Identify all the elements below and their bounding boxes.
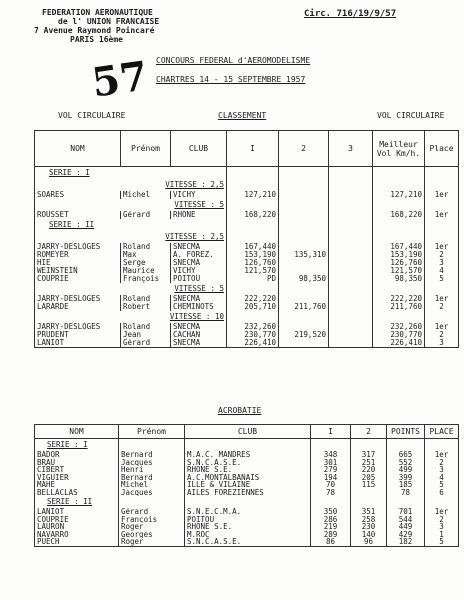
- cell-points: 552: [387, 459, 425, 467]
- cell-prenom: Bernard: [119, 474, 185, 482]
- cell-nom: BELLACLAS: [35, 489, 119, 497]
- cell-club: POITOU: [171, 275, 227, 283]
- cell-club: SNECMA: [171, 323, 227, 331]
- table-row: [35, 523, 459, 531]
- table-row: [35, 489, 459, 497]
- cell-prenom: Georges: [119, 531, 185, 539]
- cell-prenom: François: [119, 516, 185, 524]
- speed-class-heading: VITESSE : 10: [35, 311, 227, 323]
- cell-nom: NAVARRO: [35, 531, 119, 539]
- cell-best: 226,410: [373, 339, 425, 348]
- series-heading: SERIE : II: [35, 496, 119, 508]
- cell-club: SNECMA: [171, 295, 227, 303]
- cell-prenom: Henri: [119, 466, 185, 474]
- cell-flight1: 168,220: [227, 211, 279, 219]
- column-header: PLACE: [425, 425, 459, 439]
- cell-place: 1er: [425, 508, 459, 516]
- series-heading-row: [35, 496, 459, 508]
- cell-flight2: 258: [351, 516, 387, 524]
- cell-points: 182: [387, 538, 425, 546]
- cell-best: 98,350: [373, 275, 425, 283]
- cell-prenom: Roger: [119, 523, 185, 531]
- cell-nom: JARRY-DESLOGES: [35, 295, 121, 303]
- series-heading-row: [35, 219, 459, 231]
- cell-best: 153,190: [373, 251, 425, 259]
- cell-best: 167,440: [373, 243, 425, 251]
- cell-nom: JARRY-DESLOGES: [35, 323, 121, 331]
- cell-place: 1er: [425, 243, 459, 251]
- cell-points: 78: [387, 489, 425, 497]
- cell-prenom: Michel: [119, 481, 185, 489]
- cell-prenom: Gérard: [119, 508, 185, 516]
- table-row: [35, 243, 459, 251]
- speed-heading-row: [35, 283, 459, 295]
- speed-heading-row: [35, 231, 459, 243]
- series-heading-row: [35, 167, 459, 180]
- cell-club: S.N.C.A.S.E.: [185, 538, 311, 546]
- cell-best: 168,220: [373, 211, 425, 219]
- cell-nom: CIBERT: [35, 466, 119, 474]
- table-row: [35, 474, 459, 482]
- cell-place: 1er: [425, 451, 459, 459]
- speed-heading-row: [35, 179, 459, 191]
- cell-place: 1er: [425, 295, 459, 303]
- cell-flight1: 226,410: [227, 339, 279, 348]
- cell-place: 3: [425, 339, 459, 348]
- cell-club: VICHY: [171, 191, 227, 199]
- cell-flight1: 286: [311, 516, 351, 524]
- cell-flight1: 348: [311, 451, 351, 459]
- cell-flight1: 86: [311, 538, 351, 546]
- column-header: Prénom: [121, 131, 171, 167]
- cell-flight2: [279, 259, 329, 267]
- cell-nom: ROMEYER: [35, 251, 121, 259]
- cell-flight1: 222,220: [227, 295, 279, 303]
- cell-place: 1: [425, 531, 459, 539]
- cell-nom: SOARES: [35, 191, 121, 199]
- column-header: POINTS: [387, 425, 425, 439]
- cell-club: AILES FOREZIENNES: [185, 489, 311, 497]
- cell-club: SNECMA: [171, 339, 227, 348]
- cell-flight3: [329, 339, 373, 348]
- speed-class-heading: VITESSE : 5: [35, 283, 227, 295]
- cell-flight1: 219: [311, 523, 351, 531]
- cell-prenom: Gérard: [121, 339, 171, 348]
- cell-points: 449: [387, 523, 425, 531]
- cell-flight3: [329, 267, 373, 275]
- table-row: [35, 267, 459, 275]
- cell-nom: BADOR: [35, 451, 119, 459]
- cell-flight2: [279, 243, 329, 251]
- cell-place: 1er: [425, 323, 459, 331]
- cell-points: 399: [387, 474, 425, 482]
- cell-flight1: 301: [311, 459, 351, 467]
- handwritten-number: 57: [89, 52, 151, 107]
- cell-club: RHONE S.E.: [185, 466, 311, 474]
- cell-club: M.A.C. MANDRES: [185, 451, 311, 459]
- cell-nom: MAHE: [35, 481, 119, 489]
- table-row: [35, 323, 459, 331]
- cell-flight3: [329, 295, 373, 303]
- cell-flight1: 232,260: [227, 323, 279, 331]
- series-heading: SERIE : I: [35, 167, 227, 180]
- cell-club: CHEMINOTS: [171, 303, 227, 311]
- cell-flight1: 121,570: [227, 267, 279, 275]
- cell-best: 230,770: [373, 331, 425, 339]
- circular-reference: Circ. 716/19/9/57: [304, 9, 397, 19]
- cell-flight2: 219,520: [279, 331, 329, 339]
- cell-prenom: Roland: [121, 295, 171, 303]
- table-row: [35, 531, 459, 539]
- cell-nom: ROUSSET: [35, 211, 121, 219]
- cell-flight1: 78: [311, 489, 351, 497]
- cell-flight1: 126,760: [227, 259, 279, 267]
- cell-nom: LARARDE: [35, 303, 121, 311]
- cell-points: 665: [387, 451, 425, 459]
- cell-nom: WEINSTEIN: [35, 267, 121, 275]
- aerobatics-title: ACROBATIE: [218, 406, 262, 415]
- cell-flight1: 289: [311, 531, 351, 539]
- cell-prenom: Jacques: [119, 489, 185, 497]
- cell-club: S.N.E.C.M.A.: [185, 508, 311, 516]
- cell-best: 121,570: [373, 267, 425, 275]
- series-heading: SERIE : I: [35, 439, 119, 452]
- cell-flight1: 279: [311, 466, 351, 474]
- cell-flight2: [351, 489, 387, 497]
- cell-flight1: 194: [311, 474, 351, 482]
- cell-nom: LANIOT: [35, 508, 119, 516]
- cell-club: VICHY: [171, 267, 227, 275]
- cell-flight1: 230,770: [227, 331, 279, 339]
- cell-flight2: 211,760: [279, 303, 329, 311]
- cell-flight1: 167,440: [227, 243, 279, 251]
- cell-club: S.N.C.A.S.E.: [185, 459, 311, 467]
- speed-class-heading: VITESSE : 5: [35, 199, 227, 211]
- cell-flight2: 115: [351, 481, 387, 489]
- column-header: I: [311, 425, 351, 439]
- column-header: 2: [351, 425, 387, 439]
- cell-place: 3: [425, 259, 459, 267]
- org-address: 7 Avenue Raymond Poincaré: [34, 26, 155, 35]
- org-name-line2: de l' UNION FRANCAISE: [58, 17, 160, 26]
- cell-prenom: Robert: [121, 303, 171, 311]
- cell-flight2: 251: [351, 459, 387, 467]
- cell-prenom: Gérard: [121, 211, 171, 219]
- cell-points: 499: [387, 466, 425, 474]
- cell-place: 1er: [425, 191, 459, 199]
- cell-place: 5: [425, 481, 459, 489]
- cell-place: 2: [425, 251, 459, 259]
- cell-prenom: Jean: [121, 331, 171, 339]
- cell-flight2: 230: [351, 523, 387, 531]
- cell-nom: COUPRIE: [35, 516, 119, 524]
- cell-club: ILLE & VILAINE: [185, 481, 311, 489]
- cell-nom: PRUDENT: [35, 331, 121, 339]
- table-row: [35, 191, 459, 199]
- cell-flight1: 70: [311, 481, 351, 489]
- cell-prenom: Roland: [121, 243, 171, 251]
- column-header: NOM: [35, 425, 119, 439]
- cell-place: 4: [425, 474, 459, 482]
- table-row: [35, 481, 459, 489]
- cell-best: 127,210: [373, 191, 425, 199]
- cell-flight2: [279, 323, 329, 331]
- cell-best: 222,220: [373, 295, 425, 303]
- cell-best: 232,260: [373, 323, 425, 331]
- cell-club: CACHAN: [171, 331, 227, 339]
- series-heading: SERIE : II: [35, 219, 227, 231]
- column-header: NOM: [35, 131, 121, 167]
- cell-nom: VIGUIER: [35, 474, 119, 482]
- org-city: PARIS 16ème: [70, 35, 123, 44]
- speed-class-heading: VITESSE : 2,5: [35, 231, 227, 243]
- cell-prenom: Michel: [121, 191, 171, 199]
- cell-flight1: 153,190: [227, 251, 279, 259]
- cell-flight2: [279, 295, 329, 303]
- table-row: [35, 339, 459, 348]
- column-header: Prénom: [119, 425, 185, 439]
- column-header: Place: [425, 131, 459, 167]
- cell-flight2: 135,310: [279, 251, 329, 259]
- event-title: CONCOURS FEDERAL d'AEROMODELISME: [156, 56, 311, 65]
- cell-flight2: 98,350: [279, 275, 329, 283]
- cell-flight3: [329, 251, 373, 259]
- cell-place: 3: [425, 523, 459, 531]
- cell-prenom: Roland: [121, 323, 171, 331]
- section-label-right: VOL CIRCULAIRE: [377, 111, 445, 120]
- cell-prenom: Bernard: [119, 451, 185, 459]
- cell-flight2: 220: [351, 466, 387, 474]
- cell-flight2: [279, 339, 329, 348]
- table-row: [35, 211, 459, 219]
- cell-nom: BRAU: [35, 459, 119, 467]
- cell-flight2: 317: [351, 451, 387, 459]
- table-row: [35, 275, 459, 283]
- cell-club: SNECMA: [171, 243, 227, 251]
- cell-prenom: Roger: [119, 538, 185, 546]
- speed-results-table: [34, 130, 459, 348]
- cell-flight2: [279, 211, 329, 219]
- cell-place: 2: [425, 459, 459, 467]
- cell-flight1: 127,210: [227, 191, 279, 199]
- cell-flight3: [329, 275, 373, 283]
- cell-flight1: PD: [227, 275, 279, 283]
- cell-points: 544: [387, 516, 425, 524]
- event-date: CHARTRES 14 - 15 SEPTEMBRE 1957: [156, 75, 306, 84]
- column-header: 2: [279, 131, 329, 167]
- table-row: [35, 538, 459, 546]
- cell-flight3: [329, 323, 373, 331]
- cell-place: 2: [425, 516, 459, 524]
- cell-place: 6: [425, 489, 459, 497]
- cell-place: 2: [425, 303, 459, 311]
- cell-flight1: 205,710: [227, 303, 279, 311]
- cell-place: 5: [425, 538, 459, 546]
- table-row: [35, 303, 459, 311]
- cell-prenom: Serge: [121, 259, 171, 267]
- org-name-line1: FEDERATION AERONAUTIQUE: [42, 8, 153, 17]
- table-row: [35, 466, 459, 474]
- cell-prenom: Jacques: [119, 459, 185, 467]
- column-header: CLUB: [185, 425, 311, 439]
- column-header: Meilleur Vol Km/h.: [373, 131, 425, 167]
- table-row: [35, 516, 459, 524]
- table-row: [35, 508, 459, 516]
- cell-club: RHONE S.E.: [185, 523, 311, 531]
- cell-flight2: 205: [351, 474, 387, 482]
- column-header: CLUB: [171, 131, 227, 167]
- cell-nom: COUPRIE: [35, 275, 121, 283]
- cell-nom: JARRY-DESLOGES: [35, 243, 121, 251]
- cell-points: 185: [387, 481, 425, 489]
- cell-place: 4: [425, 267, 459, 275]
- cell-place: 5: [425, 275, 459, 283]
- cell-nom: LAURON: [35, 523, 119, 531]
- table-row: [35, 259, 459, 267]
- ranking-label: CLASSEMENT: [218, 111, 267, 120]
- cell-flight3: [329, 243, 373, 251]
- table-header-row: [35, 425, 459, 439]
- cell-points: 429: [387, 531, 425, 539]
- speed-heading-row: [35, 311, 459, 323]
- cell-club: A. FOREZ.: [171, 251, 227, 259]
- cell-best: 126,760: [373, 259, 425, 267]
- cell-nom: HIE: [35, 259, 121, 267]
- cell-flight2: 351: [351, 508, 387, 516]
- table-row: [35, 295, 459, 303]
- cell-place: 3: [425, 466, 459, 474]
- cell-flight3: [329, 303, 373, 311]
- cell-nom: LANIOT: [35, 339, 121, 348]
- speed-class-heading: VITESSE : 2,5: [35, 179, 227, 191]
- cell-flight3: [329, 331, 373, 339]
- cell-nom: PUECH: [35, 538, 119, 546]
- cell-flight2: [279, 191, 329, 199]
- table-header-row: [35, 131, 459, 167]
- cell-flight3: [329, 259, 373, 267]
- column-header: I: [227, 131, 279, 167]
- cell-flight2: [279, 267, 329, 275]
- cell-club: M.ROC: [185, 531, 311, 539]
- cell-flight3: [329, 211, 373, 219]
- cell-prenom: Max: [121, 251, 171, 259]
- cell-flight1: 350: [311, 508, 351, 516]
- cell-points: 701: [387, 508, 425, 516]
- table-row: [35, 459, 459, 467]
- cell-flight2: 140: [351, 531, 387, 539]
- cell-prenom: François: [121, 275, 171, 283]
- table-row: [35, 251, 459, 259]
- cell-flight3: [329, 191, 373, 199]
- series-heading-row: [35, 439, 459, 452]
- cell-club: SNECMA: [171, 259, 227, 267]
- cell-prenom: Maurice: [121, 267, 171, 275]
- cell-club: POITOU: [185, 516, 311, 524]
- speed-heading-row: [35, 199, 459, 211]
- cell-place: 1er: [425, 211, 459, 219]
- aerobatics-results-table: [34, 424, 459, 547]
- table-row: [35, 331, 459, 339]
- column-header: 3: [329, 131, 373, 167]
- table-row: [35, 451, 459, 459]
- cell-club: A.C.MONTALBANAIS: [185, 474, 311, 482]
- cell-club: RHONE: [171, 211, 227, 219]
- section-label-left: VOL CIRCULAIRE: [58, 111, 126, 120]
- cell-best: 211,760: [373, 303, 425, 311]
- cell-place: 2: [425, 331, 459, 339]
- cell-flight2: 96: [351, 538, 387, 546]
